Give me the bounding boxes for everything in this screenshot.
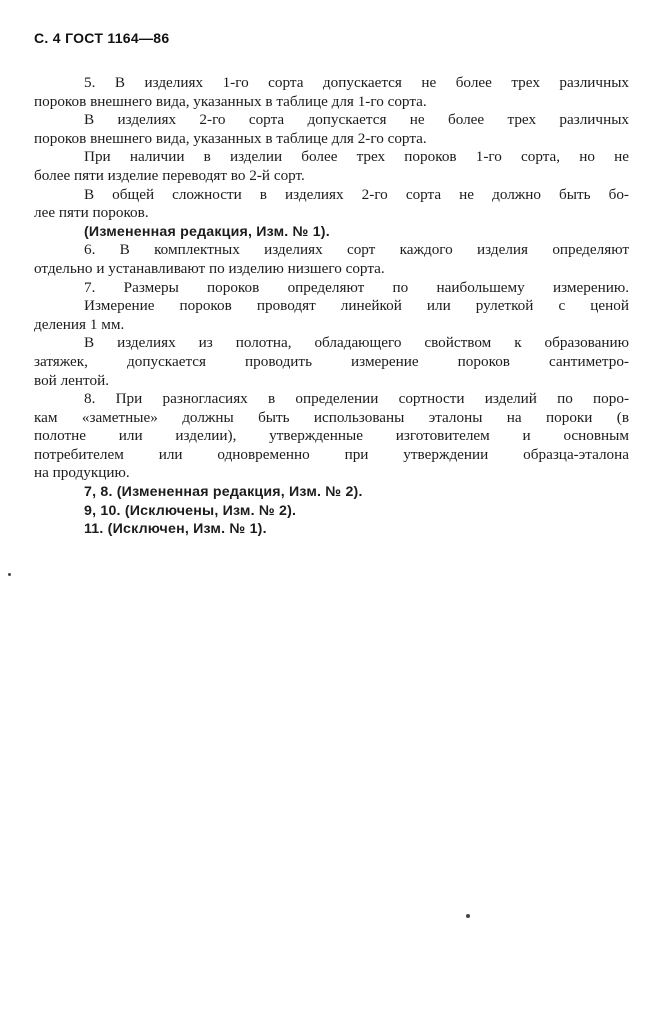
amendment-note-1: [84, 223, 629, 242]
paragraph-fabric: [34, 334, 629, 390]
text-line: полотне или изделии), утвержденные изготовителем и основным: [34, 427, 629, 445]
text-line: В изделиях 2-го сорта допускается не более трех различных: [84, 111, 629, 129]
document-body: [34, 74, 629, 539]
text-line: 9, 10. (Исключены, Изм. № 2).: [84, 502, 297, 519]
text-line: деления 1 мм.: [34, 315, 125, 333]
text-line: отдельно и устанавливают по изделию низшего сорта.: [34, 259, 385, 277]
text-line: пороков внешнего вида, указанных в таблице для 1-го сорта.: [34, 92, 427, 110]
text-line: пороков внешнего вида, указанных в таблице для 2-го сорта.: [34, 129, 427, 147]
text-line: При наличии в изделии более трех пороков 1-го сорта, но не: [84, 148, 629, 166]
amendment-note-4: [84, 520, 629, 539]
text-line: В общей сложности в изделиях 2-го сорта не должно быть бо-: [84, 185, 629, 203]
text-line: 7. Размеры пороков определяют по наибольшему измерению.: [84, 278, 629, 296]
text-line: потребителем или одновременно при утверждении образца-эталона: [34, 445, 629, 463]
text-line: В изделиях из полотна, обладающего свойством к образованию: [84, 334, 629, 352]
text-line: более пяти изделие переводят во 2-й сорт.: [34, 166, 305, 184]
paragraph-5: [34, 74, 629, 111]
text-line: 5. В изделиях 1-го сорта допускается не более трех различных: [84, 74, 629, 91]
text-line: на продукцию.: [34, 464, 130, 482]
scan-speck: [466, 914, 470, 918]
text-line: (Измененная редакция, Изм. № 1).: [84, 223, 330, 240]
paragraph-7: [84, 279, 629, 298]
text-line: 7, 8. (Измененная редакция, Изм. № 2).: [84, 484, 363, 501]
paragraph-total: [34, 185, 629, 223]
paragraph-grade2: [34, 111, 629, 148]
text-line: 11. (Исключен, Изм. № 1).: [84, 521, 267, 538]
text-line: 6. В комплектных изделиях сорт каждого изделия определяют: [84, 241, 629, 259]
amendment-note-3: [84, 502, 629, 521]
text-line: затяжек, допускается проводить измерение пороков сантиметро-: [34, 352, 629, 370]
text-line: вой лентой.: [34, 371, 109, 389]
scan-speck: [8, 573, 11, 576]
text-line: кам «заметные» должны быть использованы эталоны на пороки (в: [34, 408, 629, 426]
paragraph-6: [34, 241, 629, 278]
amendment-note-2: [84, 483, 629, 502]
paragraph-more-defects: [34, 148, 629, 185]
paragraph-8: [34, 390, 629, 483]
text-line: Измерение пороков проводят линейкой или рулеткой с ценой: [84, 297, 629, 315]
page-header: С. 4 ГОСТ 1164—86: [34, 30, 170, 46]
text-line: лее пяти пороков.: [34, 204, 149, 222]
text-line: 8. При разногласиях в определении сортности изделий по поро-: [84, 390, 629, 408]
paragraph-measurement: [34, 297, 629, 334]
